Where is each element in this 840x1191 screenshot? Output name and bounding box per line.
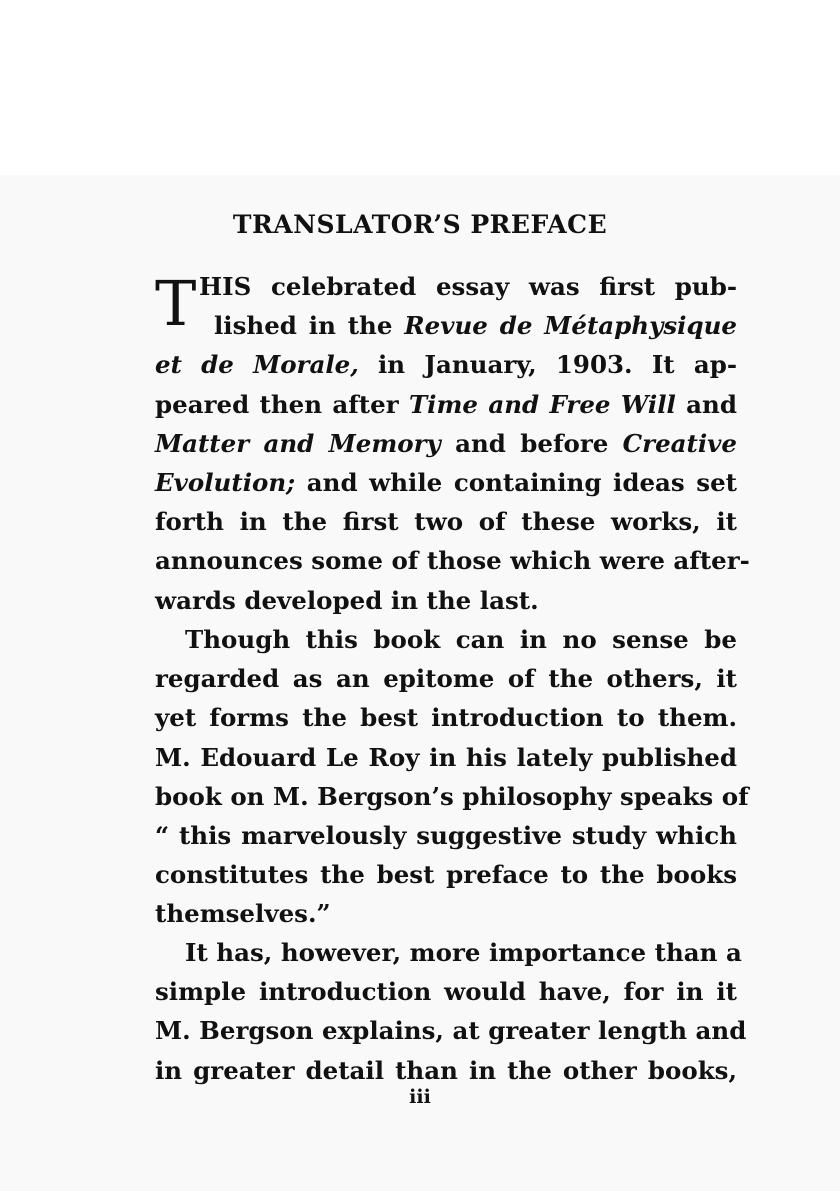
text-line: wards developed in the last. [155, 585, 539, 615]
drop-cap: T [155, 267, 197, 340]
text-line: book on M. Bergson’s philosophy speaks of [155, 781, 749, 811]
text-line: Matter and Memory and before Creative [155, 428, 737, 458]
page-number: iii [409, 1086, 431, 1108]
paragraph-3 [155, 933, 747, 1090]
text-line: M. Bergson explains, at greater length and [155, 1016, 747, 1046]
text-line: M. Edouard Le Roy in his lately published [155, 742, 737, 772]
text-line: et de Morale, in January, 1903. It ap- [155, 350, 738, 380]
text-line: in greater detail than in the other books, [155, 1055, 737, 1085]
text-line: lished in the Revue de Métaphysique [214, 311, 737, 341]
text-line: announces some of those which were after- [155, 546, 750, 576]
text-line: simple introduction would have, for in it [155, 977, 737, 1007]
text-line: yet forms the best introduction to them. [155, 703, 737, 733]
text-line: regarded as an epitome of the others, it [155, 664, 737, 694]
text-line: “ this marvelously suggestive study which [155, 821, 737, 851]
text-line: themselves.” [155, 899, 331, 929]
paragraph-1 [155, 267, 750, 620]
text-line: It has, however, more importance than a [185, 938, 742, 967]
text-line: constitutes the best preface to the books [155, 860, 737, 890]
text-line: Evolution; and while containing ideas set [155, 468, 737, 498]
text-line: HIS celebrated essay was first pub- [199, 272, 737, 301]
text-line: Though this book can in no sense be [185, 625, 737, 654]
text-line: peared then after Time and Free Will and [155, 389, 737, 419]
page-title: TRANSLATOR’S PREFACE [232, 210, 608, 239]
text-line: forth in the first two of these works, it [155, 507, 737, 537]
paragraph-2 [155, 620, 749, 934]
